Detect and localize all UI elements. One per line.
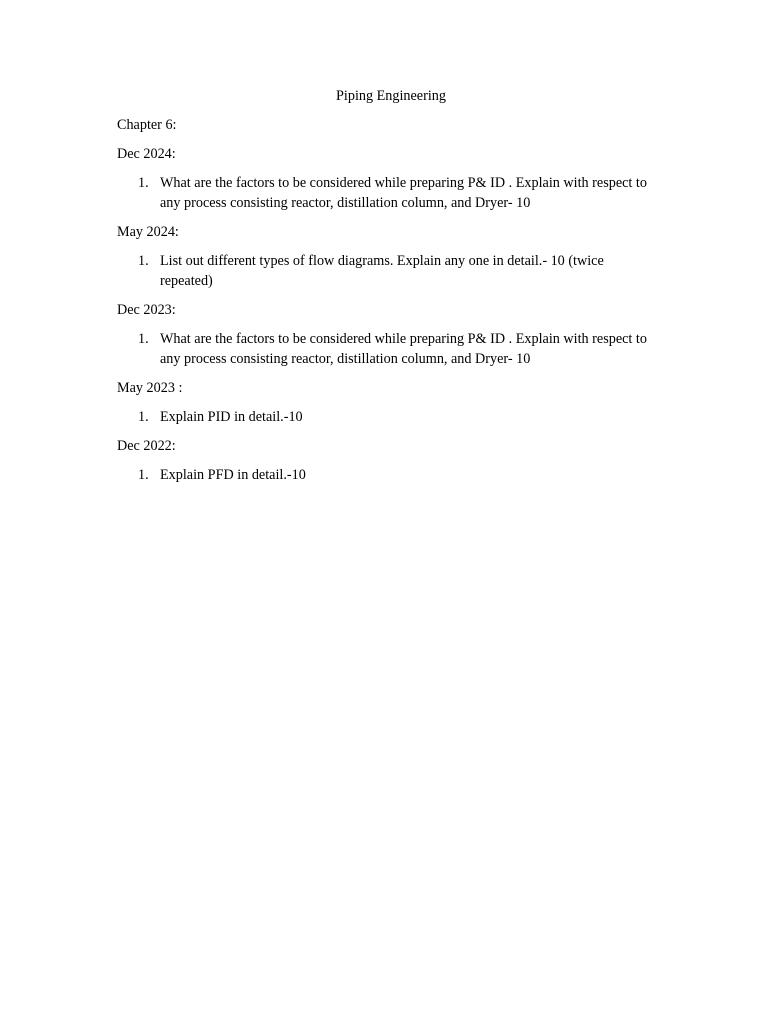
section-dec-2024 xyxy=(117,144,653,213)
section-heading: Dec 2023: xyxy=(117,302,176,318)
document-body xyxy=(117,86,653,494)
question-list xyxy=(117,465,653,485)
question-number: 1. xyxy=(138,467,149,483)
question-list xyxy=(117,329,653,369)
chapter-heading: Chapter 6: xyxy=(117,117,177,133)
section-dec-2022 xyxy=(117,436,653,485)
question-item xyxy=(117,465,653,485)
question-text: What are the factors to be considered while preparing P& ID . Explain with respect to any process consisting reactor, distillation column, and Dryer- 10 xyxy=(160,175,647,211)
question-number: 1. xyxy=(138,331,149,347)
question-text: Explain PFD in detail.-10 xyxy=(160,467,306,483)
question-text: List out different types of flow diagrams. Explain any one in detail.- 10 (twice repeated) xyxy=(160,253,604,289)
question-item xyxy=(117,173,653,213)
section-dec-2023 xyxy=(117,300,653,369)
question-number: 1. xyxy=(138,409,149,425)
question-text: Explain PID in detail.-10 xyxy=(160,409,303,425)
section-may-2023 xyxy=(117,378,653,427)
question-number: 1. xyxy=(138,253,149,269)
section-heading: May 2023 : xyxy=(117,380,183,396)
question-text: What are the factors to be considered while preparing P& ID . Explain with respect to any process consisting reactor, distillation column, and Dryer- 10 xyxy=(160,331,647,367)
question-number: 1. xyxy=(138,175,149,191)
section-may-2024 xyxy=(117,222,653,291)
section-heading: May 2024: xyxy=(117,224,179,240)
question-item xyxy=(117,251,653,291)
question-item xyxy=(117,329,653,369)
section-heading: Dec 2022: xyxy=(117,438,176,454)
document-title: Piping Engineering xyxy=(336,88,446,104)
question-list xyxy=(117,251,653,291)
question-list xyxy=(117,173,653,213)
question-item xyxy=(117,407,653,427)
section-heading: Dec 2024: xyxy=(117,146,176,162)
question-list xyxy=(117,407,653,427)
